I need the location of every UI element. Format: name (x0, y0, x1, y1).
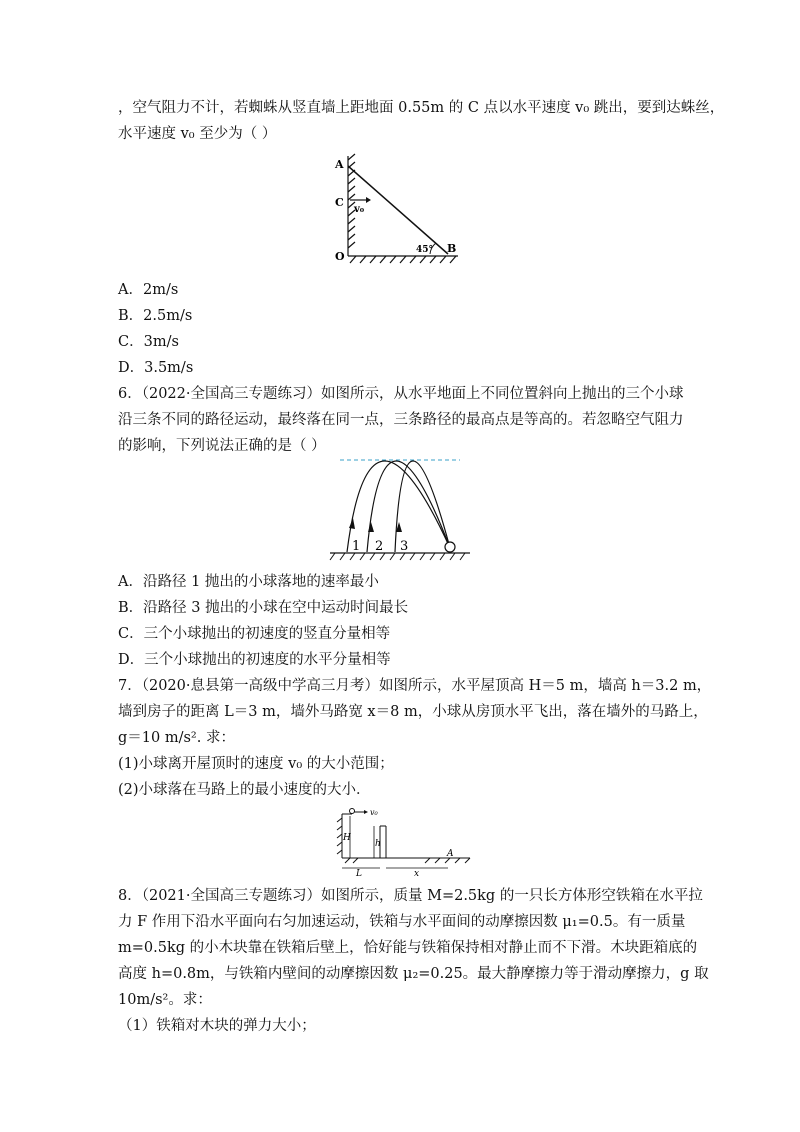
q7-sub-1: (1)小球离开屋顶时的速度 v₀ 的大小范围； (118, 756, 394, 772)
q6-line-3: 的影响，下列说法正确的是（ ） (118, 438, 326, 454)
q6-option-b: B．沿路径 3 抛出的小球在空中运动时间最长 (118, 600, 409, 616)
label-angle: 45° (416, 245, 434, 255)
q5-line-1: ，空气阻力不计，若蜘蛛从竖直墙上距地面 0.55m 的 C 点以水平速度 v₀ 跳出，要到达蛛丝， (118, 100, 725, 116)
label-v0: v₀ (354, 204, 365, 215)
label-v0: v₀ (370, 808, 378, 817)
q6-option-a: A．沿路径 1 抛出的小球落地的速率最小 (118, 574, 379, 590)
q5-option-a: A．2m/s (118, 282, 179, 298)
q5-figure (330, 148, 465, 268)
label-A: A (335, 158, 344, 171)
q5-line-2: 水平速度 v₀ 至少为（ ） (118, 126, 277, 142)
path-label-2: 2 (375, 539, 384, 554)
label-O: O (335, 250, 345, 263)
label-A: A (447, 849, 454, 859)
q8-line-4: 高度 h=0.8m，与铁箱内壁间的动摩擦因数 μ₂=0.25。最大静摩擦力等于滑动摩擦力，g 取 (118, 966, 709, 982)
label-C: C (335, 196, 344, 209)
q5-option-d: D．3.5m/s (118, 360, 194, 376)
q7-line-2: 墙到房子的距离 L＝3 m，墙外马路宽 x＝8 m，小球从房顶水平飞出，落在墙外的马路上， (118, 704, 708, 720)
q7-figure (330, 806, 480, 878)
q8-line-1: 8．（2021·全国高三专题练习）如图所示，质量 M=2.5kg 的一只长方体形空铁箱在水平拉 (118, 888, 703, 904)
q7-line-3: g＝10 m/s². 求： (118, 730, 235, 746)
label-H: H (343, 833, 351, 843)
q6-option-c: C．三个小球抛出的初速度的竖直分量相等 (118, 626, 391, 642)
q5-option-b: B．2.5m/s (118, 308, 193, 324)
q8-line-3: m=0.5kg 的小木块靠在铁箱后壁上，恰好能与铁箱保持相对静止而不下滑。木块距箱底的 (118, 940, 698, 956)
label-h: h (375, 839, 381, 849)
path-label-3: 3 (400, 539, 409, 554)
q6-option-d: D．三个小球抛出的初速度的水平分量相等 (118, 652, 391, 668)
q8-sub-1: （1）铁箱对木块的弹力大小； (118, 1018, 316, 1034)
q7-line-1: 7．（2020·息县第一高级中学高三月考）如图所示，水平屋顶高 H＝5 m，墙高 h＝3.2 m， (118, 678, 712, 694)
label-L: L (356, 869, 362, 878)
q6-figure (325, 452, 475, 567)
q7-sub-2: (2)小球落在马路上的最小速度的大小． (118, 782, 371, 798)
q8-line-5: 10m/s²。求： (118, 992, 212, 1008)
q6-line-1: 6．（2022·全国高三专题练习）如图所示，从水平地面上不同位置斜向上抛出的三个小球 (118, 386, 684, 402)
q5-option-c: C．3m/s (118, 334, 179, 350)
q6-line-2: 沿三条不同的路径运动，最终落在同一点，三条路径的最高点是等高的。若忽略空气阻力 (118, 412, 684, 428)
label-x: x (414, 869, 420, 878)
q8-line-2: 力 F 作用下沿水平面向右匀加速运动，铁箱与水平面间的动摩擦因数 μ₁=0.5。有一质量 (118, 914, 686, 930)
label-B: B (447, 242, 457, 255)
path-label-1: 1 (352, 539, 361, 554)
